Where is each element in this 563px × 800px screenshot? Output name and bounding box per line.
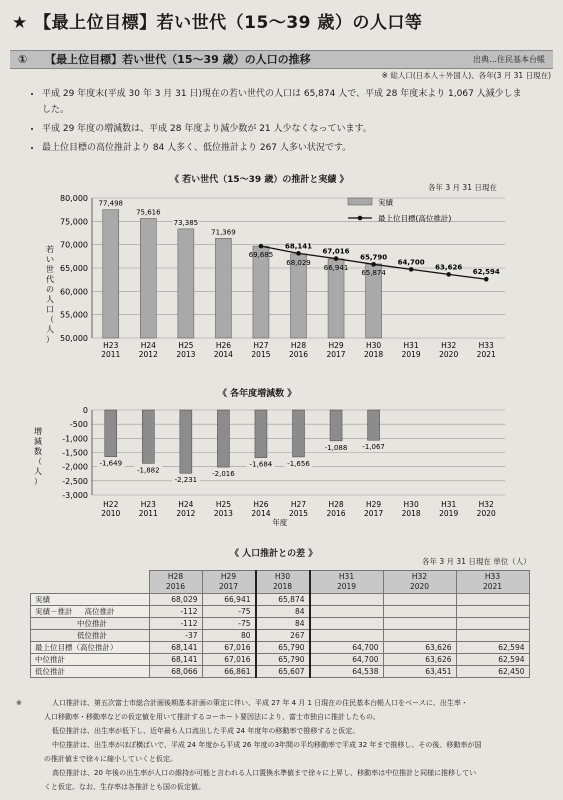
table-cell: -75	[202, 606, 256, 618]
table-row-label	[31, 606, 150, 618]
table-cell: 62,450	[456, 666, 529, 678]
table-cell	[383, 606, 456, 618]
table-title: 《 人口推計との差 》	[230, 549, 318, 559]
bar-data-label: 65,874	[361, 268, 386, 277]
table-cell: 64,700	[310, 654, 384, 666]
table-cell	[456, 630, 529, 642]
x-tick-year: 2016	[326, 509, 346, 518]
x-tick-year: 2017	[364, 509, 384, 518]
table-cell	[310, 606, 384, 618]
y-axis-label: 口	[46, 305, 54, 314]
footnote-line: 中位推計は、出生率がほぼ横ばいで、平成 24 年度から平成 26 年度の3年間の平均移動率で平成 32 年まで推移し、その後、移動率が国	[52, 741, 482, 749]
y-tick-label: -500	[69, 420, 88, 430]
x-tick-label: H31	[441, 500, 457, 509]
x-tick-label: H27	[253, 341, 269, 350]
table-cell: 64,538	[310, 666, 384, 678]
y-axis-label: ）	[46, 335, 54, 344]
table-cell: 67,016	[202, 654, 256, 666]
section-header	[10, 50, 553, 69]
table-col-header: H33 2021	[456, 571, 529, 594]
legend-label: 実績	[378, 198, 393, 207]
table-cell: 62,594	[456, 654, 529, 666]
table-cell: 63,626	[383, 642, 456, 654]
table-row	[31, 642, 530, 654]
table-row-label: 低位推計	[31, 630, 150, 642]
summary-item: • 平成 29 年度末(平成 30 年 3 月 31 日)現在の若い世代の人口は 65,874 人で、平成 28 年度末より 1,067 人減少しました。	[42, 86, 530, 118]
table-cell: 68,029	[149, 594, 202, 606]
x-tick-year: 2014	[213, 350, 233, 358]
y-axis-label: 世	[46, 265, 54, 274]
section-title: 【最上位目標】若い世代（15～39 歳）の人口の推移	[45, 53, 311, 66]
footnote	[12, 696, 552, 794]
line-point	[334, 256, 339, 261]
bar-data-label: -1,882	[137, 466, 160, 475]
table-cell	[383, 618, 456, 630]
x-tick-year: 2018	[401, 509, 421, 518]
line-data-label: 67,016	[322, 247, 350, 256]
y-axis-label: （	[46, 315, 54, 324]
section-number: ①	[18, 53, 28, 66]
y-tick-label: -1,500	[62, 448, 88, 458]
y-axis-label: 代	[46, 275, 54, 284]
y-axis-label: （	[34, 457, 42, 466]
x-tick-label: H26	[215, 341, 232, 350]
line-data-label: 68,141	[284, 242, 313, 251]
x-tick-year: 2021	[476, 350, 496, 358]
table-row-label: 実績	[31, 594, 150, 606]
bar-data-label: -2,016	[212, 470, 235, 479]
chart1-title: 《 若い世代（15～39 歳）の推計と実績 》	[170, 175, 349, 185]
line-point	[371, 262, 376, 267]
table-col-header: H28 2016	[149, 571, 202, 594]
y-axis-label: の	[46, 285, 54, 294]
row-sublabel: 高位推計	[84, 607, 115, 616]
x-tick-label: H26	[253, 500, 269, 509]
x-tick-label: H29	[365, 500, 382, 509]
footnote-line: 人口推計は、第五次富士市総合計画後期基本計画の策定に伴い、平成 27 年 4 月 1 日現在の住民基本台帳人口をベースに、出生率・	[52, 699, 468, 707]
y-axis-label: 増	[34, 427, 42, 436]
x-tick-year: 2018	[364, 350, 384, 358]
summary-item: • 最上位目標の高位推計より 84 人多く、低位推計より 267 人多い状況です。	[42, 140, 530, 156]
table-row	[31, 618, 530, 630]
bar-data-label: -1,649	[99, 459, 123, 468]
bar	[105, 410, 117, 457]
table-cell: -112	[149, 606, 202, 618]
summary-item: • 平成 29 年度の増減数は、平成 28 年度より減少数が 21 人少なくなっています。	[42, 121, 530, 137]
table-cell: -112	[149, 618, 202, 630]
table-cell: 65,607	[256, 666, 310, 678]
x-tick-label: H30	[365, 341, 382, 350]
bar-data-label: 73,385	[173, 218, 199, 227]
line-data-label: 65,790	[360, 253, 388, 262]
y-tick-label: -1,000	[62, 434, 88, 444]
y-axis-label: い	[46, 255, 54, 264]
bar	[293, 410, 305, 457]
x-tick-label: H31	[403, 341, 419, 350]
line-data-label: 62,594	[472, 268, 500, 277]
table-cell: 80	[202, 630, 256, 642]
x-tick-year: 2012	[176, 509, 196, 518]
bar	[178, 229, 194, 338]
table-row	[31, 606, 530, 618]
x-tick-year: 2011	[101, 350, 121, 358]
x-tick-year: 2015	[251, 350, 271, 358]
y-tick-label: 70,000	[60, 240, 88, 250]
x-tick-label: H29	[328, 341, 344, 350]
y-tick-label: -2,000	[62, 462, 88, 472]
x-tick-label: H32	[478, 500, 494, 509]
y-tick-label: 80,000	[60, 194, 88, 203]
table-col-header: H30 2018	[256, 571, 310, 594]
line-point	[259, 244, 264, 249]
table-cell: 68,141	[149, 654, 202, 666]
chart2-title: 《 各年度増減数 》	[218, 389, 297, 399]
legend-swatch-bar	[348, 198, 372, 205]
table-cell	[456, 618, 529, 630]
table-cell: 62,594	[456, 642, 529, 654]
table-cell	[456, 606, 529, 618]
bar	[330, 410, 342, 441]
line-data-label: 63,626	[435, 263, 463, 272]
bar-data-label: 71,369	[211, 228, 236, 237]
table-cell	[310, 618, 384, 630]
table-cell: 65,790	[256, 654, 310, 666]
footnote-mark: ※	[16, 699, 22, 707]
x-tick-label: H23	[140, 500, 156, 509]
x-tick-year: 2016	[288, 350, 309, 358]
table-col-header: H29 2017	[202, 571, 256, 594]
bar	[368, 410, 380, 440]
y-tick-label: 50,000	[60, 334, 88, 343]
y-tick-label: -2,500	[62, 476, 88, 486]
x-tick-label: H28	[328, 500, 344, 509]
table-row	[31, 594, 530, 606]
y-tick-label: 75,000	[60, 217, 88, 227]
table-cell: 65,790	[256, 642, 310, 654]
y-axis-label: ）	[34, 477, 42, 486]
bar	[142, 410, 154, 463]
bar	[255, 410, 267, 458]
x-tick-label: H27	[290, 500, 307, 509]
table-row	[31, 630, 530, 642]
table-row-label: 最上位目標（高位推計）	[31, 642, 150, 654]
y-tick-label: 60,000	[60, 287, 88, 297]
change-chart	[0, 400, 563, 530]
bar	[217, 410, 229, 467]
x-tick-year: 2019	[401, 350, 421, 358]
table-row-label: 低位推計	[31, 666, 150, 678]
x-axis-label: 年度	[272, 518, 288, 527]
x-tick-label: H28	[290, 341, 307, 350]
bar-data-label: 66,941	[323, 263, 349, 272]
x-tick-label: H33	[478, 341, 494, 350]
bar	[253, 246, 269, 338]
row-label: 実績－推計	[35, 607, 73, 616]
table-cell: -75	[202, 618, 256, 630]
table-cell: 68,141	[149, 642, 202, 654]
y-axis-label: 人	[46, 295, 54, 304]
y-axis-label: 数	[34, 447, 42, 456]
table-cell: 63,451	[383, 666, 456, 678]
x-tick-label: H32	[441, 341, 457, 350]
footnote-line: 人口移動率・移動率などの仮定値を用いて推計するコーホート要因法により、富士市独自に推計したもの。	[44, 713, 380, 721]
table-cell	[383, 630, 456, 642]
bar	[215, 238, 231, 338]
bar	[140, 218, 156, 338]
x-tick-label: H25	[178, 341, 194, 350]
table-col-header: H32 2020	[383, 571, 456, 594]
x-tick-year: 2015	[288, 509, 309, 518]
x-tick-label: H24	[140, 341, 156, 350]
footnote-line: くと仮定。なお、生存率は各推計とも国の仮定値。	[44, 783, 205, 791]
table-cell: 68,066	[149, 666, 202, 678]
y-axis-label: 若	[46, 245, 54, 254]
table-cell: 64,700	[310, 642, 384, 654]
x-tick-label: H22	[103, 500, 119, 509]
population-chart	[0, 190, 563, 358]
table-cell: -37	[149, 630, 202, 642]
table-cell: 66,861	[202, 666, 256, 678]
page-title: ★ 【最上位目標】若い世代（15～39 歳）の人口等	[12, 13, 423, 33]
bar	[180, 410, 192, 473]
x-tick-year: 2017	[326, 350, 346, 358]
bar	[103, 210, 119, 338]
table-cell: 67,016	[202, 642, 256, 654]
bar-data-label: -1,656	[287, 459, 310, 468]
y-tick-label: 65,000	[60, 264, 88, 273]
population-table	[30, 570, 530, 678]
x-tick-label: H23	[103, 341, 119, 350]
table-cell: 84	[256, 606, 310, 618]
table-cell: 65,874	[256, 594, 310, 606]
x-tick-year: 2011	[138, 509, 158, 518]
line-point	[409, 267, 414, 272]
bar-data-label: -1,088	[324, 443, 348, 452]
section-note: ※ 総人口(日本人＋外国人)、各年(3 月 31 日現在)	[381, 71, 551, 80]
x-tick-year: 2020	[439, 350, 459, 358]
table-cell	[456, 594, 529, 606]
bar-data-label: 69,685	[248, 251, 274, 260]
y-tick-label: 0	[82, 406, 88, 415]
bar-data-label: -1,684	[249, 460, 273, 469]
table-cell	[310, 594, 384, 606]
footnote-line: の推計値まで徐々に縮小していくと仮定。	[44, 755, 177, 763]
footnote-line: 高位推計は、20 年後の出生率が人口の維持が可能と言われる人口置換水準値まで徐々に上昇し、移動率は中位推計と同様に推移してい	[52, 769, 477, 777]
summary-list	[30, 86, 530, 159]
y-axis-label: 人	[46, 325, 54, 334]
y-tick-label: -3,000	[62, 491, 88, 500]
table-row-label: 中位推計	[31, 654, 150, 666]
x-tick-year: 2010	[101, 509, 121, 518]
section-source: 出典…住民基本台帳	[473, 55, 545, 64]
table-col-header: H31 2019	[310, 571, 384, 594]
table-cell: 63,626	[383, 654, 456, 666]
legend-label: 最上位目標(高位推計)	[378, 214, 452, 223]
table-note: 各年 3 月 31 日現在 単位（人）	[422, 557, 531, 566]
x-tick-label: H25	[215, 500, 232, 509]
bar-data-label: 77,498	[98, 199, 124, 208]
table-row	[31, 666, 530, 678]
table-row-label: 中位推計	[31, 618, 150, 630]
bar-label-bg	[248, 235, 274, 244]
y-axis-label: 減	[34, 437, 42, 446]
table-cell	[310, 630, 384, 642]
bar-data-label: -2,231	[174, 476, 198, 485]
table-cell: 66,941	[202, 594, 256, 606]
footnote-line: 低位推計は、出生率が低下し、近年最も人口流出した平成 24 年度年の移動率で推移すると仮定。	[52, 727, 360, 735]
bar-data-label: 75,616	[136, 208, 161, 217]
table-cell: 84	[256, 618, 310, 630]
table-row	[31, 654, 530, 666]
x-tick-year: 2014	[251, 509, 271, 518]
y-tick-label: 55,000	[60, 310, 88, 320]
legend-marker	[358, 216, 363, 221]
chart1-note: 各年 3 月 31 日現在	[428, 183, 497, 192]
bar-data-label: -1,067	[362, 443, 385, 452]
x-tick-year: 2012	[138, 350, 158, 358]
line-point	[446, 272, 451, 277]
line-point	[484, 277, 489, 282]
x-tick-year: 2013	[213, 509, 233, 518]
x-tick-label: H24	[178, 500, 194, 509]
table-cell	[383, 594, 456, 606]
line-data-label: 64,700	[397, 258, 425, 267]
x-tick-label: H30	[403, 500, 419, 509]
x-tick-year: 2019	[439, 509, 459, 518]
x-tick-year: 2013	[176, 350, 196, 358]
table-cell: 267	[256, 630, 310, 642]
y-axis-label: 人	[34, 467, 42, 476]
line-point	[296, 251, 301, 256]
bar-data-label: 68,029	[286, 258, 311, 267]
x-tick-year: 2020	[476, 509, 496, 518]
